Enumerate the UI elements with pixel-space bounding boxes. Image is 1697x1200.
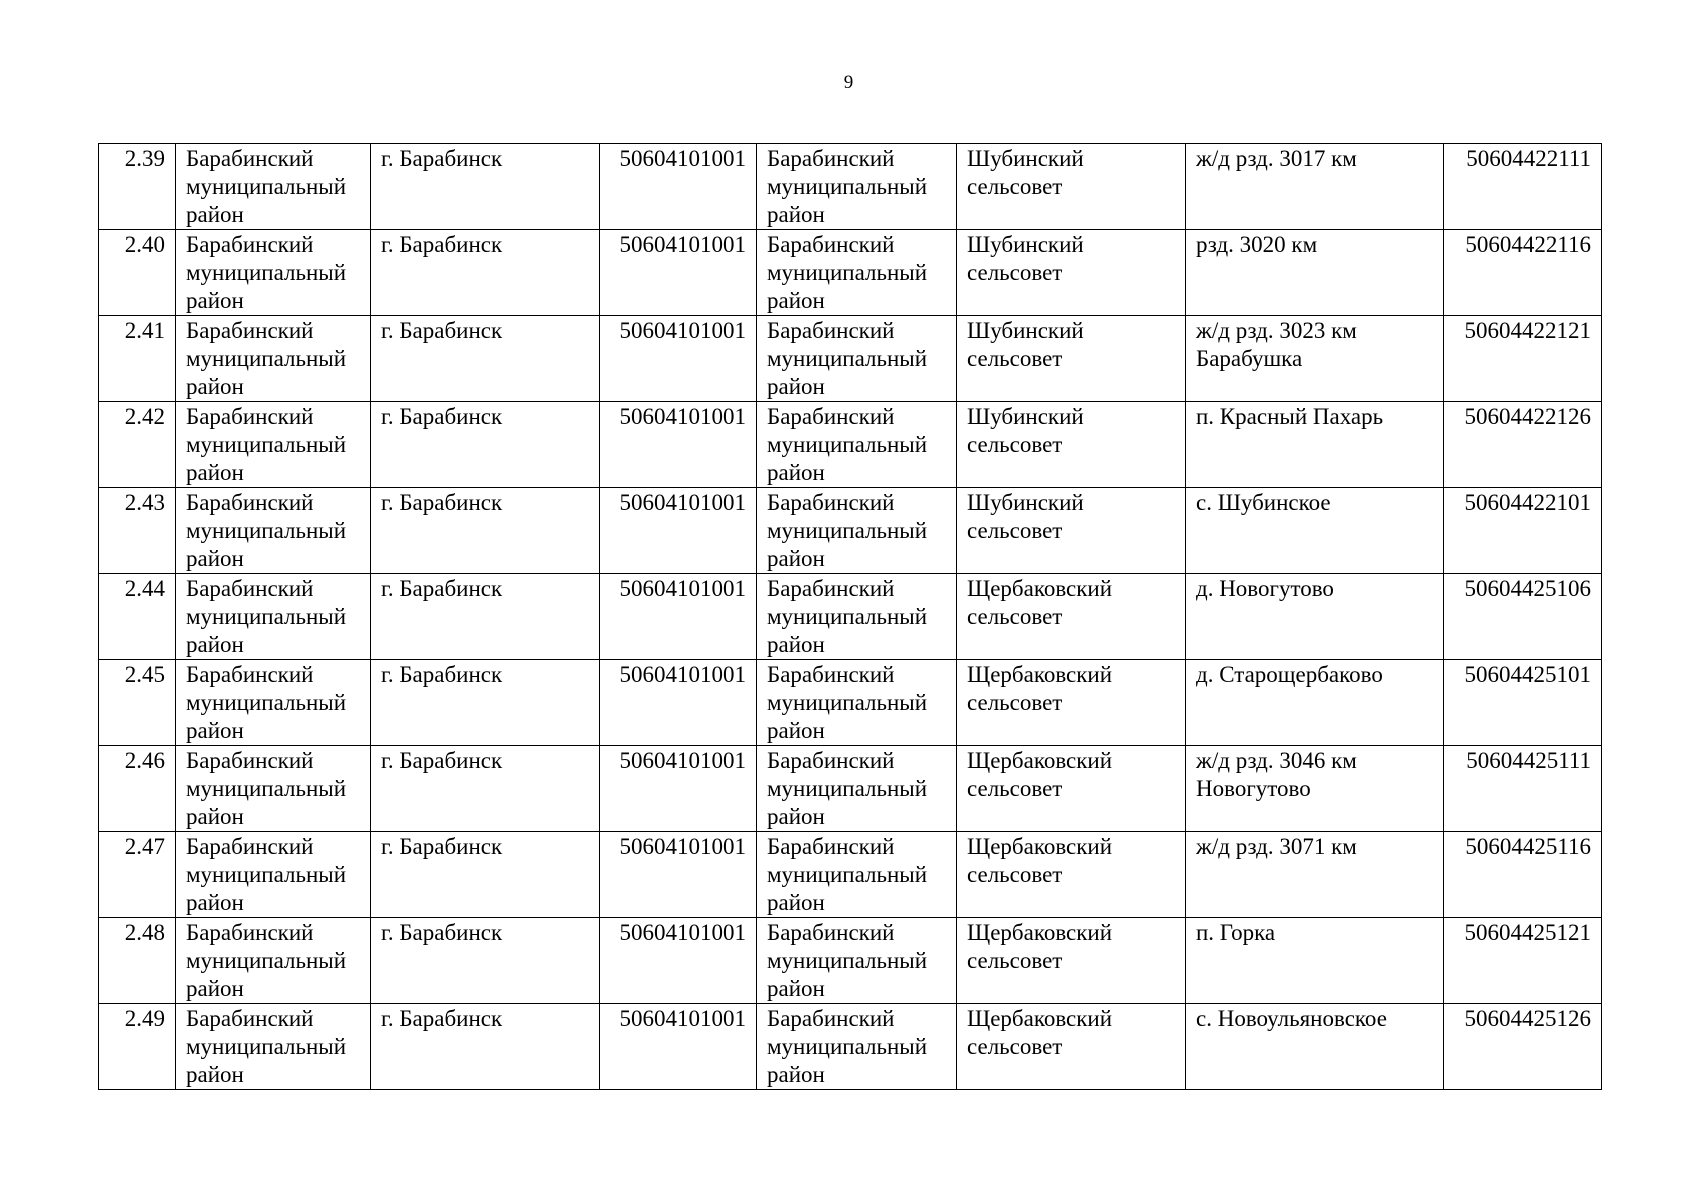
city-cell [371, 316, 600, 402]
rural-council-cell [957, 832, 1186, 918]
city-cell [371, 574, 600, 660]
rural-council-cell [957, 488, 1186, 574]
settlement-code-cell [1444, 832, 1602, 918]
row-number-cell [99, 660, 176, 746]
city-cell-text: г. Барабинск [381, 232, 503, 257]
city-cell-text: г. Барабинск [381, 748, 503, 773]
row-number-cell-text: 2.39 [124, 146, 165, 171]
city-code-cell [600, 1004, 757, 1090]
settlement-cell [1186, 402, 1444, 488]
district-cell [176, 316, 371, 402]
rural-council-cell-text: Шубинский сельсовет [967, 404, 1084, 457]
table-row [99, 230, 1602, 316]
settlement-cell-text: ж/д рзд. 3071 км [1196, 834, 1357, 859]
city-cell [371, 144, 600, 230]
row-number-cell-text: 2.41 [124, 318, 165, 343]
municipal-district-cell-text: Барабинский муниципальный район [767, 662, 928, 743]
rural-council-cell [957, 230, 1186, 316]
settlement-code-cell-text: 50604422116 [1465, 232, 1591, 257]
settlement-cell-text: п. Горка [1196, 920, 1276, 945]
row-number-cell [99, 746, 176, 832]
rural-council-cell [957, 660, 1186, 746]
city-code-cell [600, 316, 757, 402]
district-cell [176, 488, 371, 574]
row-number-cell [99, 574, 176, 660]
municipal-district-cell [757, 660, 957, 746]
city-code-cell [600, 746, 757, 832]
municipal-district-cell-text: Барабинский муниципальный район [767, 232, 928, 313]
district-cell-text: Барабинский муниципальный район [186, 748, 347, 829]
district-cell-text: Барабинский муниципальный район [186, 146, 347, 227]
district-cell [176, 402, 371, 488]
district-cell [176, 918, 371, 1004]
rural-council-cell [957, 402, 1186, 488]
municipal-district-cell [757, 832, 957, 918]
table-body [99, 144, 1602, 1090]
row-number-cell [99, 316, 176, 402]
row-number-cell [99, 918, 176, 1004]
settlement-code-cell [1444, 230, 1602, 316]
table-row [99, 402, 1602, 488]
settlement-code-cell-text: 50604425126 [1464, 1006, 1591, 1031]
table-row [99, 918, 1602, 1004]
rural-council-cell-text: Щербаковский сельсовет [967, 748, 1113, 801]
rural-council-cell [957, 316, 1186, 402]
table-row [99, 488, 1602, 574]
rural-council-cell [957, 1004, 1186, 1090]
municipal-district-cell [757, 488, 957, 574]
city-cell [371, 488, 600, 574]
table-row [99, 144, 1602, 230]
municipal-district-cell [757, 1004, 957, 1090]
settlement-cell-text: д. Новогутово [1196, 576, 1334, 601]
city-cell-text: г. Барабинск [381, 920, 503, 945]
settlement-cell-text: с. Новоульяновское [1196, 1006, 1387, 1031]
city-cell [371, 660, 600, 746]
city-code-cell-text: 50604101001 [619, 576, 746, 601]
city-code-cell-text: 50604101001 [619, 232, 746, 257]
settlement-code-cell [1444, 402, 1602, 488]
row-number-cell [99, 1004, 176, 1090]
settlement-code-cell [1444, 488, 1602, 574]
settlement-code-cell [1444, 574, 1602, 660]
municipal-district-cell-text: Барабинский муниципальный район [767, 920, 928, 1001]
city-code-cell [600, 918, 757, 1004]
city-code-cell [600, 660, 757, 746]
city-cell [371, 746, 600, 832]
district-cell [176, 574, 371, 660]
settlement-cell [1186, 316, 1444, 402]
settlement-cell-text: ж/д рзд. 3017 км [1196, 146, 1357, 171]
settlement-cell [1186, 144, 1444, 230]
city-code-cell [600, 230, 757, 316]
city-code-cell-text: 50604101001 [619, 1006, 746, 1031]
settlement-code-cell-text: 50604425116 [1465, 834, 1591, 859]
district-cell-text: Барабинский муниципальный район [186, 576, 347, 657]
settlement-cell [1186, 488, 1444, 574]
district-cell [176, 144, 371, 230]
table-row [99, 660, 1602, 746]
settlement-cell [1186, 746, 1444, 832]
city-cell-text: г. Барабинск [381, 146, 503, 171]
settlement-cell [1186, 660, 1444, 746]
municipal-district-cell-text: Барабинский муниципальный район [767, 576, 928, 657]
city-cell-text: г. Барабинск [381, 1006, 503, 1031]
row-number-cell-text: 2.43 [124, 490, 165, 515]
municipal-district-cell [757, 402, 957, 488]
city-cell [371, 1004, 600, 1090]
district-cell-text: Барабинский муниципальный район [186, 404, 347, 485]
city-code-cell-text: 50604101001 [619, 748, 746, 773]
rural-council-cell-text: Щербаковский сельсовет [967, 576, 1113, 629]
settlement-cell [1186, 574, 1444, 660]
district-cell [176, 746, 371, 832]
city-cell [371, 230, 600, 316]
row-number-cell-text: 2.42 [124, 404, 165, 429]
settlement-cell-text: с. Шубинское [1196, 490, 1331, 515]
settlement-code-cell [1444, 746, 1602, 832]
district-cell-text: Барабинский муниципальный район [186, 1006, 347, 1087]
settlement-code-cell-text: 50604422121 [1464, 318, 1591, 343]
rural-council-cell [957, 144, 1186, 230]
rural-council-cell-text: Шубинский сельсовет [967, 490, 1084, 543]
row-number-cell-text: 2.44 [124, 576, 165, 601]
city-cell-text: г. Барабинск [381, 404, 503, 429]
municipal-district-cell-text: Барабинский муниципальный район [767, 146, 928, 227]
municipal-district-cell-text: Барабинский муниципальный район [767, 748, 928, 829]
table-row [99, 832, 1602, 918]
row-number-cell-text: 2.46 [124, 748, 165, 773]
table-row [99, 746, 1602, 832]
municipal-district-cell [757, 144, 957, 230]
settlement-code-cell-text: 50604425121 [1464, 920, 1591, 945]
row-number-cell-text: 2.40 [124, 232, 165, 257]
municipal-district-cell [757, 574, 957, 660]
rural-council-cell-text: Щербаковский сельсовет [967, 662, 1113, 715]
city-code-cell-text: 50604101001 [619, 490, 746, 515]
settlement-cell-text: ж/д рзд. 3046 км Новогутово [1196, 748, 1357, 801]
settlement-code-cell-text: 50604425111 [1466, 748, 1591, 773]
settlement-cell-text: п. Красный Пахарь [1196, 404, 1384, 429]
city-cell-text: г. Барабинск [381, 576, 503, 601]
municipal-district-cell [757, 316, 957, 402]
rural-council-cell-text: Шубинский сельсовет [967, 318, 1084, 371]
row-number-cell [99, 144, 176, 230]
district-cell [176, 1004, 371, 1090]
district-cell [176, 832, 371, 918]
settlement-code-cell-text: 50604422101 [1464, 490, 1591, 515]
table-row [99, 1004, 1602, 1090]
row-number-cell [99, 402, 176, 488]
settlement-code-cell-text: 50604422111 [1466, 146, 1591, 171]
district-cell-text: Барабинский муниципальный район [186, 834, 347, 915]
city-code-cell [600, 574, 757, 660]
settlement-code-cell [1444, 144, 1602, 230]
city-cell-text: г. Барабинск [381, 662, 503, 687]
settlement-cell-text: рзд. 3020 км [1196, 232, 1318, 257]
table-row [99, 316, 1602, 402]
district-cell-text: Барабинский муниципальный район [186, 232, 347, 313]
row-number-cell [99, 832, 176, 918]
row-number-cell-text: 2.47 [124, 834, 165, 859]
rural-council-cell [957, 746, 1186, 832]
city-code-cell-text: 50604101001 [619, 404, 746, 429]
municipal-district-cell-text: Барабинский муниципальный район [767, 404, 928, 485]
district-cell-text: Барабинский муниципальный район [186, 662, 347, 743]
city-code-cell [600, 144, 757, 230]
row-number-cell [99, 488, 176, 574]
municipal-district-cell-text: Барабинский муниципальный район [767, 1006, 928, 1087]
page-number: 9 [843, 72, 854, 93]
city-code-cell [600, 832, 757, 918]
settlement-cell [1186, 918, 1444, 1004]
rural-council-cell-text: Щербаковский сельсовет [967, 920, 1113, 973]
settlement-code-cell [1444, 316, 1602, 402]
rural-council-cell [957, 574, 1186, 660]
city-code-cell-text: 50604101001 [619, 662, 746, 687]
city-cell [371, 402, 600, 488]
district-cell [176, 230, 371, 316]
rural-council-cell-text: Шубинский сельсовет [967, 146, 1084, 199]
municipal-district-cell-text: Барабинский муниципальный район [767, 490, 928, 571]
district-cell-text: Барабинский муниципальный район [186, 490, 347, 571]
city-code-cell [600, 402, 757, 488]
settlement-code-cell [1444, 918, 1602, 1004]
rural-council-cell-text: Щербаковский сельсовет [967, 834, 1113, 887]
settlement-code-cell-text: 50604425101 [1464, 662, 1591, 687]
settlement-cell [1186, 1004, 1444, 1090]
settlement-cell-text: д. Старощербаково [1196, 662, 1383, 687]
city-cell [371, 832, 600, 918]
city-code-cell [600, 488, 757, 574]
settlement-code-cell [1444, 1004, 1602, 1090]
settlement-table [98, 143, 1602, 1090]
settlement-cell-text: ж/д рзд. 3023 км Барабушка [1196, 318, 1357, 371]
municipal-district-cell-text: Барабинский муниципальный район [767, 834, 928, 915]
city-code-cell-text: 50604101001 [619, 834, 746, 859]
city-cell [371, 918, 600, 1004]
city-cell-text: г. Барабинск [381, 490, 503, 515]
city-code-cell-text: 50604101001 [619, 920, 746, 945]
city-cell-text: г. Барабинск [381, 834, 503, 859]
rural-council-cell [957, 918, 1186, 1004]
settlement-code-cell-text: 50604422126 [1464, 404, 1591, 429]
settlement-code-cell [1444, 660, 1602, 746]
rural-council-cell-text: Шубинский сельсовет [967, 232, 1084, 285]
settlement-code-cell-text: 50604425106 [1464, 576, 1591, 601]
district-cell [176, 660, 371, 746]
municipal-district-cell [757, 746, 957, 832]
municipal-district-cell-text: Барабинский муниципальный район [767, 318, 928, 399]
rural-council-cell-text: Щербаковский сельсовет [967, 1006, 1113, 1059]
row-number-cell [99, 230, 176, 316]
district-cell-text: Барабинский муниципальный район [186, 318, 347, 399]
row-number-cell-text: 2.45 [124, 662, 165, 687]
table-row [99, 574, 1602, 660]
row-number-cell-text: 2.49 [124, 1006, 165, 1031]
district-cell-text: Барабинский муниципальный район [186, 920, 347, 1001]
municipal-district-cell [757, 918, 957, 1004]
city-code-cell-text: 50604101001 [619, 318, 746, 343]
municipal-district-cell [757, 230, 957, 316]
settlement-cell [1186, 832, 1444, 918]
city-code-cell-text: 50604101001 [619, 146, 746, 171]
row-number-cell-text: 2.48 [124, 920, 165, 945]
settlement-cell [1186, 230, 1444, 316]
city-cell-text: г. Барабинск [381, 318, 503, 343]
